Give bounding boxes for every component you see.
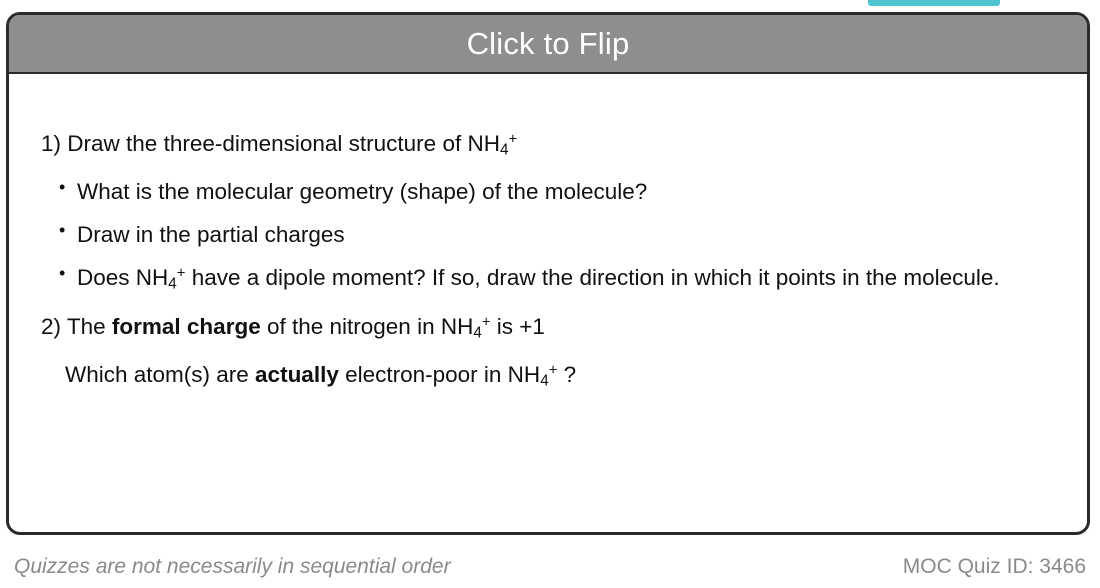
card-header-title: Click to Flip: [466, 25, 630, 61]
card-header[interactable]: [9, 15, 1087, 74]
question-2-block: [37, 312, 1059, 392]
question-2-number: 2): [41, 314, 62, 340]
question-1-number: 1): [41, 131, 62, 156]
question-2-text-c: is +1: [490, 314, 545, 340]
question-2-superscript: +: [481, 314, 491, 331]
footer-note: Quizzes are not necessarily in sequential order: [14, 554, 451, 578]
footer: [0, 545, 1100, 588]
question-2-subscript: 4: [473, 324, 482, 342]
question-2-bold-formal-charge: formal charge: [111, 314, 261, 340]
top-accent-bar: [868, 0, 1000, 6]
flashcard[interactable]: [6, 12, 1090, 535]
bullet-3-subscript: 4: [168, 275, 177, 293]
question-2-text-a: The: [66, 314, 112, 340]
question-1-superscript: +: [508, 131, 518, 148]
question-1-block: [37, 129, 1059, 294]
followup-subscript: 4: [540, 372, 549, 390]
question-2-line: [37, 312, 1059, 344]
bullet-3-superscript: +: [176, 264, 186, 281]
question-2-followup-line: [37, 360, 1059, 392]
question-2-text-b: of the nitrogen in NH: [260, 314, 474, 340]
followup-text-b: electron-poor in NH: [338, 362, 541, 388]
bullet-2-text: Draw in the partial charges: [77, 221, 345, 247]
question-1-text: Draw the three-dimensional structure of NH: [67, 131, 500, 156]
followup-text-a: Which atom(s) are: [65, 362, 256, 388]
bullet-3-text-a: Does NH: [77, 264, 169, 290]
bullet-3-text-b: have a dipole moment? If so, draw the direction in which it points in the molecule.: [185, 264, 1000, 290]
list-item: [59, 220, 1059, 250]
question-1-bullets: [37, 177, 1059, 295]
list-item: [59, 177, 1059, 207]
footer-quiz-id: MOC Quiz ID: 3466: [902, 554, 1086, 578]
followup-superscript: +: [548, 362, 558, 379]
bullet-1-text: What is the molecular geometry (shape) of the molecule?: [77, 178, 648, 204]
question-2-followup: [37, 360, 1059, 392]
question-1-line: [37, 129, 1059, 161]
followup-bold-actually: actually: [255, 362, 339, 388]
question-1-subscript: 4: [499, 141, 509, 159]
card-body: [9, 74, 1087, 392]
followup-text-c: ?: [557, 362, 577, 388]
list-item: [59, 263, 1059, 295]
